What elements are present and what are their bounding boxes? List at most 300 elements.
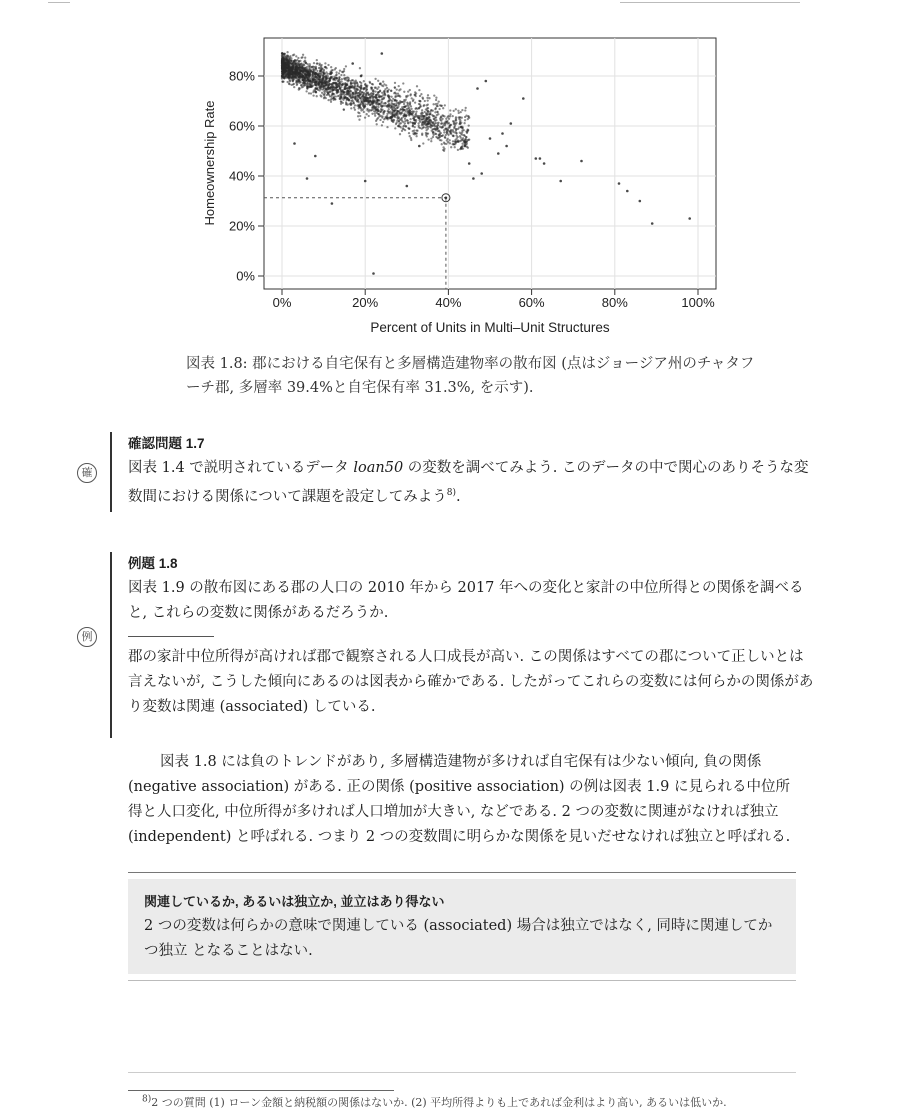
data-point	[315, 87, 317, 89]
data-point	[383, 96, 385, 98]
data-point	[419, 121, 421, 123]
data-point	[433, 125, 435, 127]
dataset-name: loan50	[353, 460, 404, 476]
data-point	[281, 63, 283, 65]
data-point	[543, 162, 546, 165]
data-point	[413, 116, 415, 118]
data-point	[357, 115, 359, 117]
data-point	[306, 63, 308, 65]
data-point	[480, 172, 483, 175]
data-point	[383, 83, 385, 85]
data-point	[396, 110, 398, 112]
data-point	[432, 136, 434, 138]
data-point	[459, 119, 461, 121]
data-point	[426, 104, 428, 106]
highlight-point-center	[445, 196, 448, 199]
data-point	[374, 112, 376, 114]
x-tick-label: 40%	[435, 295, 462, 310]
data-point	[465, 130, 467, 132]
data-point	[316, 70, 318, 72]
data-point	[333, 82, 335, 84]
data-point	[298, 62, 300, 64]
data-point	[281, 60, 283, 62]
data-point	[391, 120, 393, 122]
data-point	[318, 64, 320, 66]
data-point	[427, 122, 429, 124]
data-point	[377, 113, 379, 115]
data-point	[390, 116, 392, 118]
data-point	[320, 86, 322, 88]
data-point	[335, 87, 337, 89]
data-point	[379, 119, 381, 121]
data-point	[428, 97, 430, 99]
data-point	[330, 101, 332, 103]
data-point	[313, 79, 315, 81]
data-point	[388, 105, 390, 107]
data-point	[373, 96, 375, 98]
data-point	[335, 73, 337, 75]
data-point	[366, 108, 368, 110]
data-point	[341, 83, 343, 85]
data-point	[464, 119, 466, 121]
data-point	[386, 87, 388, 89]
data-point	[402, 114, 404, 116]
footnote	[142, 1094, 792, 1110]
data-point	[288, 62, 290, 64]
data-point	[436, 111, 438, 113]
data-point	[382, 102, 384, 104]
data-point	[364, 96, 366, 98]
data-point	[337, 80, 339, 82]
data-point	[438, 108, 440, 110]
data-point	[427, 94, 429, 96]
data-point	[445, 118, 447, 120]
data-point	[485, 80, 488, 83]
data-point	[350, 82, 352, 84]
data-point	[370, 101, 372, 103]
data-point	[324, 79, 326, 81]
data-point	[326, 94, 328, 96]
data-point	[360, 88, 362, 90]
data-point	[378, 96, 380, 98]
data-point	[416, 130, 418, 132]
data-point	[381, 84, 383, 86]
data-point	[413, 119, 415, 121]
data-point	[460, 111, 462, 113]
data-point	[294, 59, 296, 61]
data-point	[394, 127, 396, 129]
data-point	[426, 132, 428, 134]
data-point	[308, 66, 310, 68]
data-point	[358, 119, 360, 121]
data-point	[424, 115, 426, 117]
data-point	[408, 132, 410, 134]
data-point	[345, 65, 347, 67]
data-point	[289, 80, 291, 82]
data-point	[363, 107, 365, 109]
data-point	[400, 108, 402, 110]
data-point	[443, 131, 445, 133]
data-point	[452, 140, 454, 142]
data-point	[301, 70, 303, 72]
data-point	[372, 272, 375, 275]
data-point	[414, 101, 416, 103]
data-point	[381, 116, 383, 118]
x-tick-label: 60%	[518, 295, 545, 310]
data-point	[427, 99, 429, 101]
data-point	[386, 105, 388, 107]
data-point	[466, 128, 468, 130]
data-point	[331, 202, 334, 205]
data-point	[296, 65, 298, 67]
data-point	[357, 111, 359, 113]
data-point	[403, 91, 405, 93]
data-point	[382, 113, 384, 115]
data-point	[382, 121, 384, 123]
data-point	[365, 99, 367, 101]
footnote-text: 2 つの質問 (1) ローン金額と納税額の関係はないか. (2) 平均所得よりも上であれば金利はより高い, あるいは低いか.	[151, 1096, 727, 1109]
data-point	[390, 90, 392, 92]
data-point	[442, 146, 444, 148]
data-point	[368, 109, 370, 111]
data-point	[434, 111, 436, 113]
data-point	[405, 99, 407, 101]
data-point	[330, 73, 332, 75]
data-point	[363, 88, 365, 90]
data-point	[382, 81, 384, 83]
data-point	[358, 94, 360, 96]
data-point	[449, 142, 451, 144]
data-point	[384, 102, 386, 104]
data-point	[426, 107, 428, 109]
data-point	[286, 73, 288, 75]
data-point	[427, 128, 429, 130]
data-point	[373, 110, 375, 112]
y-tick-label: 60%	[228, 118, 255, 134]
data-point	[315, 67, 317, 69]
y-axis-ticks	[229, 69, 264, 284]
data-point	[312, 94, 314, 96]
data-point	[341, 78, 343, 80]
data-point	[361, 91, 363, 93]
data-point	[300, 84, 302, 86]
data-point	[421, 124, 423, 126]
data-point	[414, 123, 416, 125]
data-point	[444, 104, 446, 106]
data-point	[342, 71, 344, 73]
data-point	[402, 101, 404, 103]
data-point	[405, 114, 407, 116]
data-point	[338, 72, 340, 74]
data-point	[296, 84, 298, 86]
x-tick-label: 100%	[681, 295, 715, 310]
data-point	[382, 105, 384, 107]
data-point	[394, 107, 396, 109]
data-point	[461, 131, 463, 133]
data-point	[394, 99, 396, 101]
data-point	[292, 77, 294, 79]
data-point	[368, 115, 370, 117]
data-point	[352, 95, 354, 97]
data-point	[306, 83, 308, 85]
data-point	[442, 124, 444, 126]
data-point	[372, 105, 374, 107]
data-point	[423, 104, 425, 106]
data-point	[359, 97, 361, 99]
data-point	[440, 126, 442, 128]
data-point	[374, 78, 376, 80]
data-point	[426, 125, 428, 127]
data-point	[420, 93, 422, 95]
data-point	[446, 138, 448, 140]
data-point	[306, 72, 308, 74]
example-marker-icon: 例	[77, 627, 97, 647]
data-point	[436, 137, 438, 139]
data-point	[333, 93, 335, 95]
data-point	[339, 70, 341, 72]
data-point	[468, 162, 471, 165]
data-point	[461, 117, 463, 119]
data-point	[284, 64, 286, 66]
data-point	[404, 129, 406, 131]
data-point	[459, 135, 461, 137]
data-point	[438, 131, 440, 133]
data-point	[386, 126, 388, 128]
data-point	[447, 134, 449, 136]
data-point	[332, 86, 334, 88]
data-point	[350, 107, 352, 109]
data-point	[397, 105, 399, 107]
data-point	[388, 99, 390, 101]
data-point	[299, 66, 301, 68]
data-point	[353, 106, 355, 108]
data-point	[372, 90, 374, 92]
data-point	[302, 86, 304, 88]
data-point	[401, 117, 403, 119]
data-point	[395, 102, 397, 104]
data-point	[435, 103, 437, 105]
data-point	[354, 98, 356, 100]
data-point	[467, 116, 469, 118]
data-point	[397, 93, 399, 95]
data-point	[321, 92, 323, 94]
data-point	[290, 74, 292, 76]
data-point	[343, 68, 345, 70]
data-point	[330, 66, 332, 68]
example-question: 図表 1.9 の散布図にある郡の人口の 2010 年から 2017 年への変化と家計の中位所得との関係を調べると, これらの変数に関係があるだろうか.	[128, 580, 804, 621]
data-point	[430, 109, 432, 111]
data-point	[522, 97, 525, 100]
data-point	[454, 146, 456, 148]
data-point	[287, 67, 289, 69]
data-point	[343, 74, 345, 76]
data-point	[455, 108, 457, 110]
data-point	[304, 82, 306, 84]
data-point	[325, 71, 327, 73]
data-point	[424, 100, 426, 102]
data-point	[281, 75, 283, 77]
data-point	[350, 102, 352, 104]
data-point	[420, 118, 422, 120]
data-point	[313, 68, 315, 70]
data-point	[414, 108, 416, 110]
data-point	[299, 75, 301, 77]
data-point	[359, 115, 361, 117]
data-point	[345, 91, 347, 93]
data-point	[409, 121, 411, 123]
data-point	[356, 100, 358, 102]
data-point	[457, 110, 459, 112]
data-point	[381, 92, 383, 94]
data-point	[332, 78, 334, 80]
data-point	[639, 200, 642, 203]
data-point	[311, 76, 313, 78]
data-point	[442, 107, 444, 109]
caption-label: 図表 1.8:	[186, 356, 248, 372]
data-point	[356, 85, 358, 87]
data-point	[345, 101, 347, 103]
data-point	[453, 127, 455, 129]
data-point	[398, 85, 400, 87]
data-point	[290, 66, 292, 68]
data-point	[369, 96, 371, 98]
data-point	[291, 72, 293, 74]
data-point	[449, 139, 451, 141]
data-point	[288, 82, 290, 84]
data-point	[412, 110, 414, 112]
data-point	[390, 96, 392, 98]
running-header-title	[620, 0, 800, 3]
data-point	[381, 98, 383, 100]
callout-body: 2 つの変数は何らかの意味で関連している (associated) 場合は独立ではなく, 同時に関連してかつ独立 となることはない.	[144, 918, 773, 959]
data-point	[436, 105, 438, 107]
data-point	[408, 128, 410, 130]
callout-title: 関連しているか, あるいは独立か, 並立はあり得ない	[144, 894, 445, 909]
data-point	[320, 72, 322, 74]
data-point	[361, 96, 363, 98]
data-point	[282, 66, 284, 68]
data-point	[465, 107, 467, 109]
data-point	[348, 99, 350, 101]
data-point	[320, 78, 322, 80]
data-point	[301, 56, 303, 58]
data-point	[308, 92, 310, 94]
data-point	[319, 67, 321, 69]
y-tick-label: 40%	[228, 168, 255, 184]
data-point	[386, 115, 388, 117]
data-point	[293, 142, 296, 145]
data-point	[399, 133, 401, 135]
data-point	[441, 143, 443, 145]
data-point	[455, 116, 457, 118]
example-box	[110, 552, 818, 738]
data-point	[410, 93, 412, 95]
data-point	[435, 97, 437, 99]
data-point	[308, 79, 310, 81]
data-point	[315, 91, 317, 93]
data-point	[288, 56, 290, 58]
data-point	[359, 91, 361, 93]
data-point	[302, 54, 304, 56]
data-point	[373, 108, 375, 110]
data-point	[472, 177, 475, 180]
data-point	[281, 72, 283, 74]
data-point	[339, 87, 341, 89]
data-point	[402, 121, 404, 123]
data-point	[345, 85, 347, 87]
data-point	[431, 121, 433, 123]
data-point	[343, 95, 345, 97]
data-point	[405, 96, 407, 98]
data-point	[618, 182, 621, 185]
data-point	[402, 128, 404, 130]
data-point	[388, 88, 390, 90]
data-point	[446, 128, 448, 130]
x-axis-label: Percent of Units in Multi–Unit Structures	[370, 320, 610, 335]
data-point	[333, 89, 335, 91]
data-point	[290, 84, 292, 86]
data-point	[360, 85, 362, 87]
data-point	[439, 139, 441, 141]
data-point	[414, 114, 416, 116]
data-point	[411, 97, 413, 99]
data-point	[402, 108, 404, 110]
data-point	[439, 119, 441, 121]
data-point	[410, 137, 412, 139]
data-point	[355, 87, 357, 89]
x-tick-label: 20%	[352, 295, 379, 310]
data-point	[431, 130, 433, 132]
data-point	[443, 122, 445, 124]
data-point	[391, 108, 393, 110]
data-point	[501, 132, 504, 135]
data-point	[440, 116, 442, 118]
data-point	[459, 116, 461, 118]
data-point	[336, 90, 338, 92]
data-point	[328, 83, 330, 85]
data-point	[349, 95, 351, 97]
data-point	[384, 94, 386, 96]
data-point	[423, 118, 425, 120]
data-point	[331, 94, 333, 96]
data-point	[394, 82, 396, 84]
data-point	[415, 135, 417, 137]
data-point	[463, 122, 465, 124]
data-point	[413, 129, 415, 131]
data-point	[402, 125, 404, 127]
data-point	[408, 107, 410, 109]
exercise-title: 確認問題 1.7	[128, 436, 205, 451]
data-point	[323, 88, 325, 90]
data-point	[415, 92, 417, 94]
data-point	[317, 83, 319, 85]
data-point	[332, 97, 334, 99]
data-point	[323, 72, 325, 74]
data-point	[352, 93, 354, 95]
data-point	[329, 80, 331, 82]
data-point	[426, 117, 429, 120]
data-point	[296, 59, 298, 61]
data-point	[313, 62, 315, 64]
data-point	[383, 90, 385, 92]
data-point	[283, 76, 285, 78]
data-point	[312, 65, 314, 67]
data-point	[418, 103, 420, 105]
data-point	[343, 108, 345, 110]
data-point	[418, 124, 420, 126]
data-point	[443, 129, 445, 131]
data-point	[336, 84, 338, 86]
